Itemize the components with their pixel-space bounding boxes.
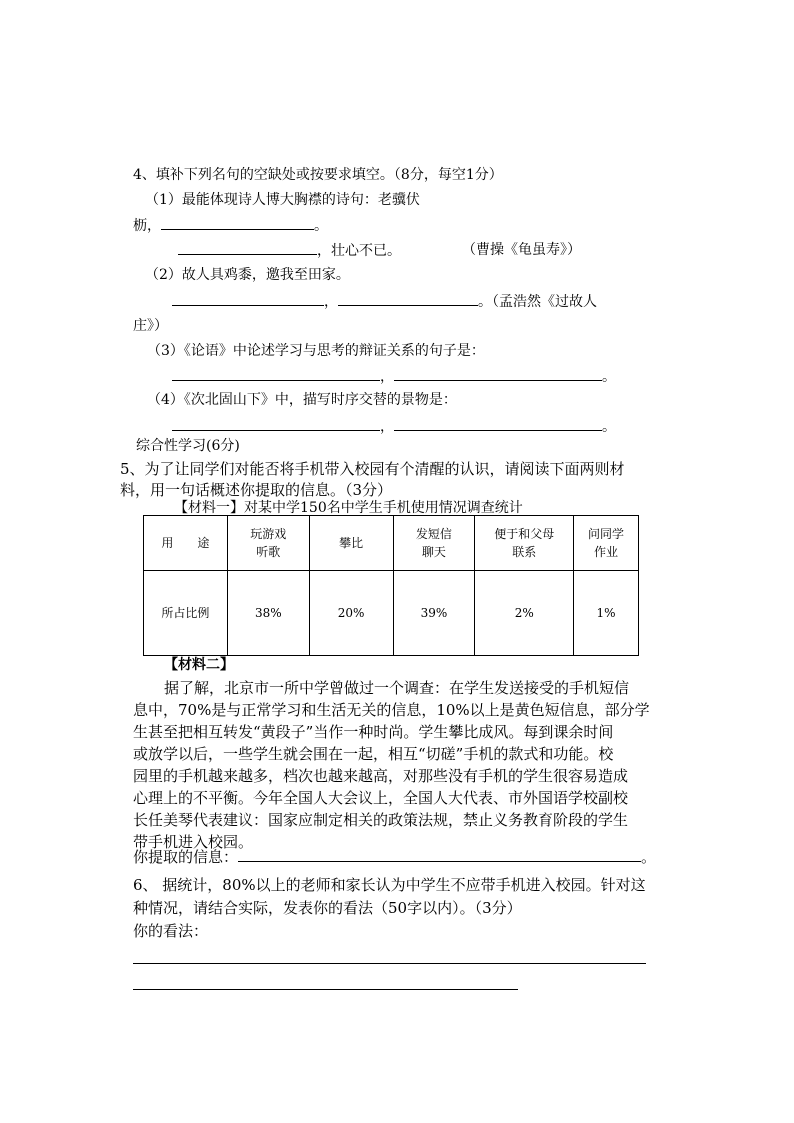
q4-item2-source-end: 庄》） bbox=[133, 318, 168, 334]
q6-answer-label: 你的看法： bbox=[133, 922, 209, 940]
answer-blank[interactable] bbox=[172, 291, 324, 306]
q4-item1-line2 bbox=[178, 240, 401, 261]
comma-mark: ， bbox=[380, 419, 394, 435]
q4-title: 4、填补下列名句的空缺处或按要求填空。（8分，每空1分） bbox=[133, 167, 503, 183]
table-cell: 玩游戏 听歌 bbox=[227, 516, 309, 571]
answer-blank[interactable] bbox=[172, 416, 380, 431]
answer-blank[interactable] bbox=[394, 366, 602, 381]
comma-mark: ， bbox=[380, 369, 394, 385]
period-mark: 。 bbox=[602, 419, 616, 435]
table-cell: 1% bbox=[574, 571, 639, 656]
table-cell: 攀比 bbox=[309, 516, 393, 571]
material2-line: 或放学以后，一些学生就会围在一起，相互“切磋”手机的款式和功能。校 bbox=[133, 745, 614, 763]
answer-blank[interactable] bbox=[178, 240, 317, 255]
table-cell: 20% bbox=[309, 571, 393, 656]
q4-item1-wrap-text: 枥， bbox=[133, 218, 161, 234]
table-cell: 2% bbox=[475, 571, 574, 656]
q5-answer-label: 你提取的信息： bbox=[133, 848, 239, 866]
answer-line[interactable] bbox=[133, 963, 646, 964]
material2-line: 息中，70%是与正常学习和生活无关的信息，10%以上是黄色短信息，部分学 bbox=[133, 701, 650, 719]
material2-title: 【材料二】 bbox=[164, 657, 234, 673]
q4-item1-source: （曹操《龟虽寿》） bbox=[462, 242, 581, 258]
table-row bbox=[144, 571, 639, 656]
table-cell: 39% bbox=[393, 571, 475, 656]
q4-item1-label: （1）最能体现诗人博大胸襟的诗句：老骥伏 bbox=[145, 192, 420, 208]
q5-answer-line bbox=[133, 846, 656, 868]
q6-line2: 种情况，请结合实际，发表你的看法（50字以内）。（3分） bbox=[133, 899, 522, 917]
section-heading: 综合性学习(6分) bbox=[136, 438, 240, 454]
answer-blank[interactable] bbox=[238, 847, 641, 862]
material2-line: 带手机进入校园。 bbox=[133, 833, 254, 851]
q4-item3-label: （3）《论语》中论述学习与思考的辩证关系的句子是： bbox=[147, 343, 485, 359]
comma-mark: ， bbox=[324, 294, 338, 310]
row-header-share: 所占比例 bbox=[144, 571, 228, 656]
answer-blank[interactable] bbox=[161, 215, 314, 230]
table-row bbox=[144, 516, 639, 571]
period-mark: 。 bbox=[641, 848, 657, 866]
material2-line: 长任美琴代表建议：国家应制定相关的政策法规，禁止义务教育阶段的学生 bbox=[133, 811, 629, 829]
answer-blank[interactable] bbox=[172, 366, 380, 381]
q4-item4-line bbox=[172, 416, 616, 437]
q4-item4-label: （4）《次北固山下》中，描写时序交替的景物是： bbox=[147, 392, 457, 408]
q4-item1-tail: ，壮心不已。 bbox=[317, 243, 401, 259]
material2-line: 园里的手机越来越多，档次也越来越高，对那些没有手机的学生很容易造成 bbox=[133, 767, 629, 785]
table-cell: 38% bbox=[227, 571, 309, 656]
material1-title: 【材料一】对某中学150名中学生手机使用情况调查统计 bbox=[174, 500, 523, 516]
material2-line: 据了解，北京市一所中学曾做过一个调查：在学生发送接受的手机短信 bbox=[164, 679, 630, 697]
q5-line2: 料，用一句话概述你提取的信息。（3分） bbox=[120, 481, 393, 499]
table-cell: 发短信 聊天 bbox=[393, 516, 475, 571]
q6-line1: 6、 据统计，80%以上的老师和家长认为中学生不应带手机进入校园。针对这 bbox=[133, 876, 646, 894]
material2-line: 生甚至把相互转发“黄段子”当作一种时尚。学生攀比成风。每到课余时间 bbox=[133, 723, 614, 741]
q4-item1-line1 bbox=[133, 215, 328, 236]
material2-line: 心理上的不平衡。今年全国人大会议上，全国人大代表、市外国语学校副校 bbox=[133, 789, 629, 807]
q5-line1: 5、为了让同学们对能否将手机带入校园有个清醒的认识，请阅读下面两则材 bbox=[120, 460, 625, 478]
table-cell: 问同学 作业 bbox=[574, 516, 639, 571]
period-mark: 。 bbox=[602, 369, 616, 385]
answer-blank[interactable] bbox=[338, 291, 478, 306]
q4-item2-source: 。（孟浩然《过故人 bbox=[478, 294, 597, 310]
row-header-usage: 用 途 bbox=[144, 516, 228, 571]
period-mark: 。 bbox=[314, 218, 328, 234]
survey-table bbox=[143, 515, 639, 656]
table-cell: 便于和父母 联系 bbox=[475, 516, 574, 571]
q4-item2-label: （2）故人具鸡黍，邀我至田家。 bbox=[145, 267, 350, 283]
answer-line[interactable] bbox=[133, 989, 518, 990]
answer-blank[interactable] bbox=[394, 416, 602, 431]
q4-item2-line bbox=[172, 291, 597, 312]
q4-item3-line bbox=[172, 366, 616, 387]
